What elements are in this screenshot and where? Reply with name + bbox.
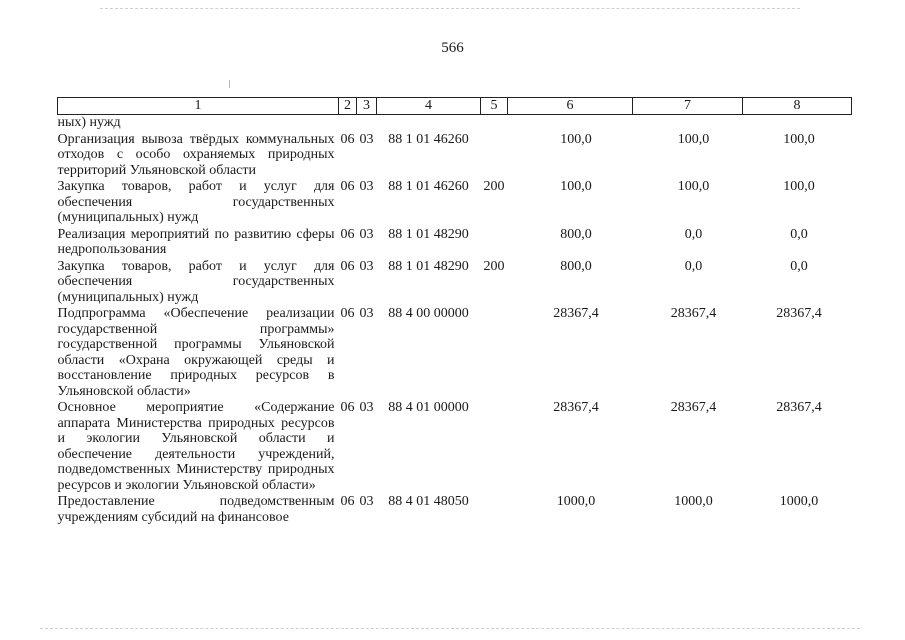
- row-expense-type: [481, 400, 508, 494]
- row-subsection: 03: [359, 179, 374, 194]
- top-scan-rule: [100, 8, 800, 9]
- table-row: [58, 259, 852, 307]
- row-subsection: 03: [359, 494, 374, 509]
- row-section: 06: [340, 179, 355, 194]
- row-name: Закупка товаров, работ и услуг для обеспечения государственных (муниципальных) нужд: [57, 179, 335, 225]
- row-subsection: 03: [359, 400, 374, 415]
- row-value-8: 0,0: [790, 226, 808, 242]
- row-value-6: 800,0: [560, 258, 592, 274]
- page-number: 566: [441, 40, 464, 56]
- row-expense-type: [481, 132, 508, 180]
- budget-table: [57, 97, 852, 526]
- row-value-8: 100,0: [783, 179, 815, 194]
- table-header-row: [58, 98, 852, 115]
- row-value-7: 100,0: [677, 179, 710, 194]
- bottom-scan-rule: [40, 628, 860, 629]
- table-row: [58, 227, 852, 259]
- row-subsection: 03: [359, 306, 374, 321]
- header-col-7: 7: [633, 98, 743, 115]
- row-name: Основное мероприятие «Содержание аппарата Министерства природных ресурсов и экологии Ульяновской области и обеспечение деятельности учреждений, подведомственных Министерству природных ресурсов и экологии Ульяновской области»: [57, 400, 335, 493]
- row-value-6: 100,0: [560, 179, 592, 194]
- row-expense-type: [481, 227, 508, 259]
- row-value-8: 28367,4: [776, 400, 822, 415]
- row-section: 06: [340, 400, 355, 415]
- row-subsection: 03: [359, 226, 374, 242]
- row-value-8: 1000,0: [779, 494, 819, 509]
- row-value-7: 100,0: [677, 131, 710, 147]
- row-target-code: 88 1 01 46260: [388, 131, 469, 147]
- row-section: 06: [340, 226, 355, 242]
- row-value-7: 1000,0: [674, 494, 713, 509]
- row-section: 06: [340, 258, 355, 274]
- row-expense-type: 200: [483, 258, 505, 274]
- row-section: 06: [340, 131, 355, 147]
- row-value-6: 28367,4: [553, 306, 599, 321]
- row-name: Реализация мероприятий по развитию сферы недропользования: [57, 226, 335, 257]
- table-row-continuation: [58, 115, 852, 132]
- table-row: [58, 494, 852, 526]
- header-col-3: 3: [357, 98, 377, 115]
- header-col-1: 1: [58, 98, 339, 115]
- scan-mark: [229, 80, 230, 88]
- row-value-6: 1000,0: [556, 494, 596, 509]
- row-value-8: 0,0: [790, 258, 808, 274]
- row-subsection: 03: [359, 258, 374, 274]
- row-value-7: 0,0: [684, 258, 703, 274]
- row-name: Организация вывоза твёрдых коммунальных отходов с особо охраняемых природных территорий Ульяновской области: [57, 131, 335, 178]
- row-value-7: 28367,4: [670, 400, 717, 415]
- row-target-code: 88 4 01 48050: [388, 494, 469, 509]
- row-target-code: 88 1 01 48290: [388, 226, 469, 242]
- header-col-4: 4: [377, 98, 481, 115]
- header-col-8: 8: [743, 98, 852, 115]
- row-value-6: 100,0: [560, 131, 592, 147]
- table-row: [58, 179, 852, 227]
- row-target-code: 88 1 01 48290: [388, 258, 469, 274]
- row-expense-type: [481, 306, 508, 400]
- row-value-7: 0,0: [684, 226, 703, 242]
- row-value-8: 100,0: [783, 131, 815, 147]
- row-expense-type: 200: [483, 179, 505, 194]
- header-col-6: 6: [508, 98, 633, 115]
- row-subsection: 03: [359, 131, 374, 147]
- row-name: Закупка товаров, работ и услуг для обеспечения государственных (муниципальных) нужд: [57, 258, 335, 305]
- row-target-code: 88 1 01 46260: [388, 179, 469, 194]
- row-name: Предоставление подведомственным учреждениям субсидий на финансовое: [57, 494, 335, 525]
- table-row: [58, 400, 852, 494]
- table-row: [58, 306, 852, 400]
- row-value-7: 28367,4: [670, 306, 717, 321]
- row-value-8: 28367,4: [776, 306, 822, 321]
- row-name: Подпрограмма «Обеспечение реализации государственной программы» государственной программы Ульяновской области «Охрана окружающей среды и восстановление природных ресурсов в Ульяновской области»: [57, 306, 335, 399]
- row-value-6: 28367,4: [553, 400, 599, 415]
- row-section: 06: [340, 494, 355, 509]
- row-name: ных) нужд: [57, 115, 121, 130]
- row-target-code: 88 4 00 00000: [388, 306, 469, 321]
- row-value-6: 800,0: [560, 226, 592, 242]
- header-col-5: 5: [481, 98, 508, 115]
- row-section: 06: [340, 306, 355, 321]
- row-target-code: 88 4 01 00000: [388, 400, 469, 415]
- header-col-2: 2: [339, 98, 357, 115]
- row-expense-type: [481, 494, 508, 526]
- table-row: [58, 132, 852, 180]
